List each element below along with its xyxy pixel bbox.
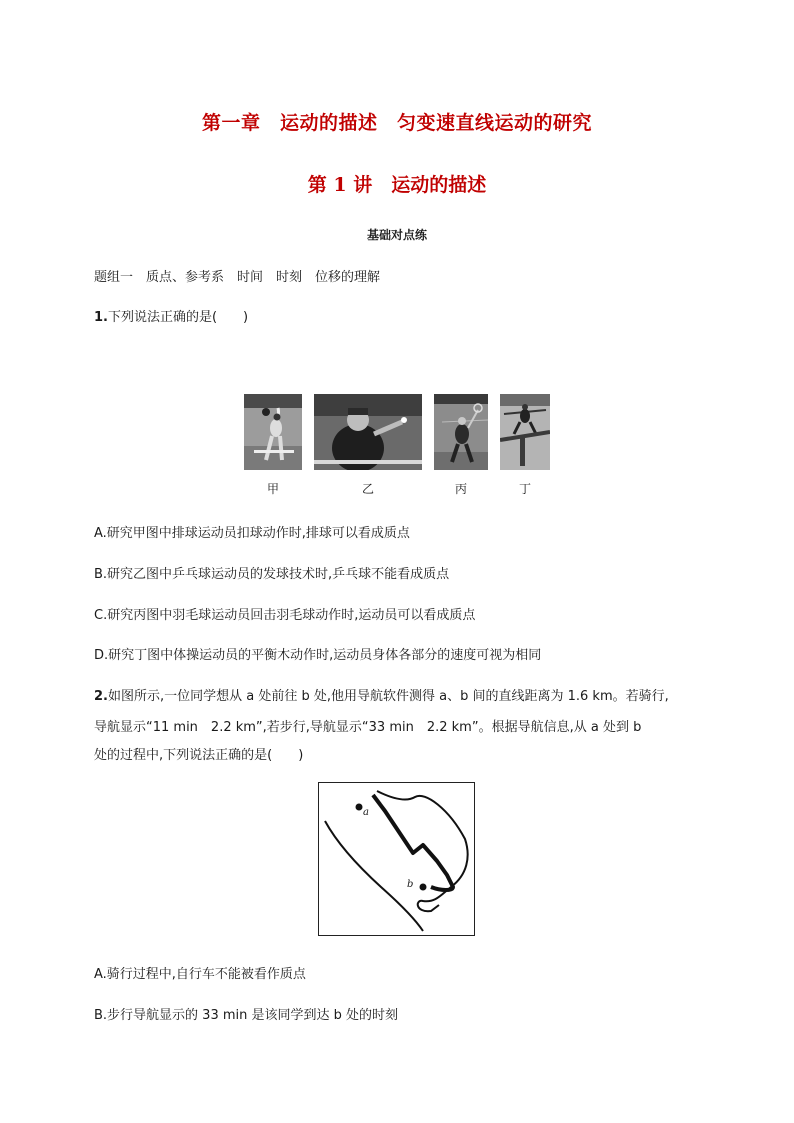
volleyball-player-photo [244, 394, 302, 470]
question-1-stem: 下列说法正确的是( ) [107, 310, 249, 325]
question-2-number: 2. [94, 689, 108, 704]
question-2-stem-line3: 处的过程中,下列说法正确的是( ) [94, 748, 304, 763]
route-map [318, 782, 475, 936]
topic-group-label: 题组一 质点、参考系 时间 时刻 位移的理解 [94, 270, 381, 285]
q1-option-c: C.研究丙图中羽毛球运动员回击羽毛球动作时,运动员可以看成质点 [94, 608, 476, 623]
photo-caption-yi: 乙 [361, 482, 374, 496]
photo-caption-bing: 丙 [454, 482, 467, 496]
q1-option-d: D.研究丁图中体操运动员的平衡木动作时,运动员身体各部分的速度可视为相同 [94, 648, 542, 663]
point-b-marker [420, 884, 427, 891]
table-tennis-player-photo [314, 394, 422, 470]
q1-option-a: A.研究甲图中排球运动员扣球动作时,排球可以看成质点 [94, 526, 410, 541]
section-title: 基础对点练 [366, 228, 427, 242]
question-2-stem-line2: 导航显示“11 min 2.2 km”,若步行,导航显示“33 min 2.2 km”。根据导航信息,从 a 处到 b [94, 720, 642, 735]
chapter-title: 第一章 运动的描述 匀变速直线运动的研究 [201, 112, 592, 134]
question-2 [94, 685, 669, 704]
point-a-marker [356, 804, 363, 811]
photo-caption-ding: 丁 [518, 482, 531, 496]
lesson-title: 第 1 讲 运动的描述 [307, 174, 487, 196]
badminton-player-photo [434, 394, 488, 470]
point-a-label: a [363, 807, 369, 818]
question-1-number: 1. [94, 310, 108, 325]
question-1 [94, 306, 248, 325]
gymnast-balance-beam-photo [500, 394, 550, 470]
q2-option-a: A.骑行过程中,自行车不能被看作质点 [94, 967, 306, 982]
q1-option-b: B.研究乙图中乒乓球运动员的发球技术时,乒乓球不能看成质点 [94, 567, 450, 582]
q2-option-b: B.步行导航显示的 33 min 是该同学到达 b 处的时刻 [94, 1008, 399, 1023]
photo-caption-jia: 甲 [266, 482, 279, 496]
question-2-stem-line1: 如图所示,一位同学想从 a 处前往 b 处,他用导航软件测得 a、b 间的直线距离为 1.6 km。若骑行, [107, 689, 669, 704]
point-b-label: b [407, 879, 414, 890]
